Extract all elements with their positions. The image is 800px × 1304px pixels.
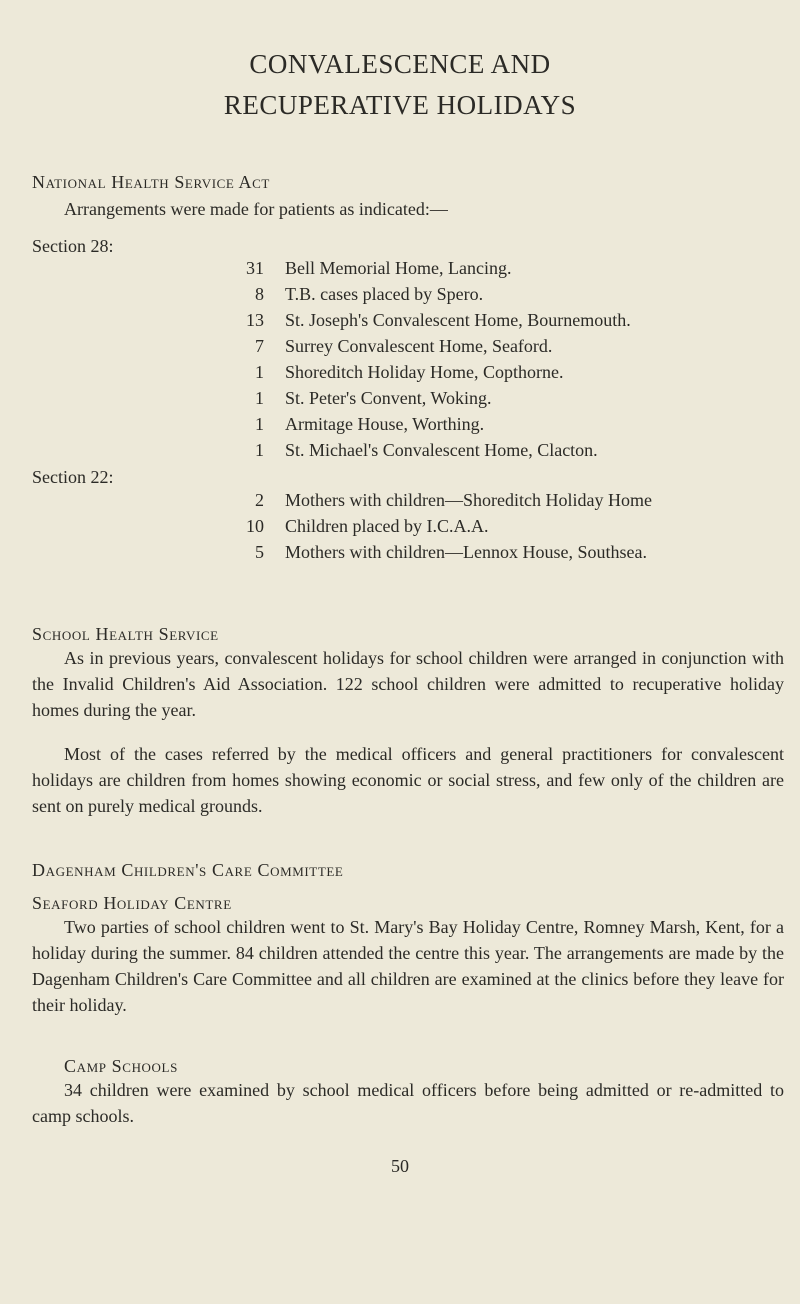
camp-schools-heading: Camp Schools [64,1056,178,1076]
placement-description: St. Michael's Convalescent Home, Clacton. [285,440,598,460]
seaford-centre-heading: Seaford Holiday Centre [32,893,232,913]
patient-count: 1 [255,388,264,408]
list-item [0,490,800,516]
list-item [0,542,800,568]
list-item [0,440,800,466]
list-item [0,284,800,310]
patient-count: 5 [255,542,264,562]
patient-count: 2 [255,490,264,510]
nhs-intro-text: Arrangements were made for patients as indicated:— [64,199,448,219]
page-title-line-2: RECUPERATIVE HOLIDAYS [223,90,577,120]
list-item [0,336,800,362]
list-item [0,258,800,284]
placement-description: St. Joseph's Convalescent Home, Bournemouth. [285,310,631,330]
nhs-act-heading: National Health Service Act [32,172,270,192]
patient-count: 1 [255,414,264,434]
school-health-paragraph-1: As in previous years, convalescent holidays for school children were arranged in conjunction with the Invalid Children's Aid Association. 122 school children were admitted to recuperative holiday homes during the year. [32,648,784,720]
list-item [0,388,800,414]
section-28-label: Section 28: [32,236,114,256]
camp-schools-paragraph: 34 children were examined by school medical officers before being admitted or re-admitted to camp schools. [32,1080,784,1126]
list-item [0,414,800,440]
patient-count: 1 [255,440,264,460]
list-item [0,516,800,542]
patient-count: 31 [246,258,264,278]
placement-description: T.B. cases placed by Spero. [285,284,484,304]
page-title-line-1: CONVALESCENCE AND [249,49,551,79]
placement-description: Armitage House, Worthing. [285,414,485,434]
page-number: 50 [391,1156,409,1176]
placement-description: Shoreditch Holiday Home, Copthorne. [285,362,564,382]
dagenham-committee-heading: Dagenham Children's Care Committee [32,860,344,880]
patient-count: 8 [255,284,264,304]
patient-count: 13 [246,310,264,330]
list-item [0,310,800,336]
placement-description: St. Peter's Convent, Woking. [285,388,492,408]
placement-description: Surrey Convalescent Home, Seaford. [285,336,553,356]
placement-description: Mothers with children—Lennox House, Southsea. [285,542,647,562]
section-22-label: Section 22: [32,467,114,487]
placement-description: Mothers with children—Shoreditch Holiday Home [285,490,652,510]
patient-count: 1 [255,362,264,382]
patient-count: 10 [246,516,264,536]
placement-description: Children placed by I.C.A.A. [285,516,489,536]
placement-description: Bell Memorial Home, Lancing. [285,258,512,278]
school-health-paragraph-2: Most of the cases referred by the medical officers and general practitioners for convalescent holidays are children from homes showing economic or social stress, and few only of the children are sent on purely medical grounds. [32,744,784,816]
list-item [0,362,800,388]
patient-count: 7 [255,336,264,356]
school-health-heading: School Health Service [32,624,219,644]
seaford-centre-paragraph: Two parties of school children went to St. Mary's Bay Holiday Centre, Romney Marsh, Kent, for a holiday during the summer. 84 children attended the centre this year. The arrangements are made by the Dagenham Children's Care Committee and all children are examined at the clinics before they leave for their holiday. [32,917,784,1015]
